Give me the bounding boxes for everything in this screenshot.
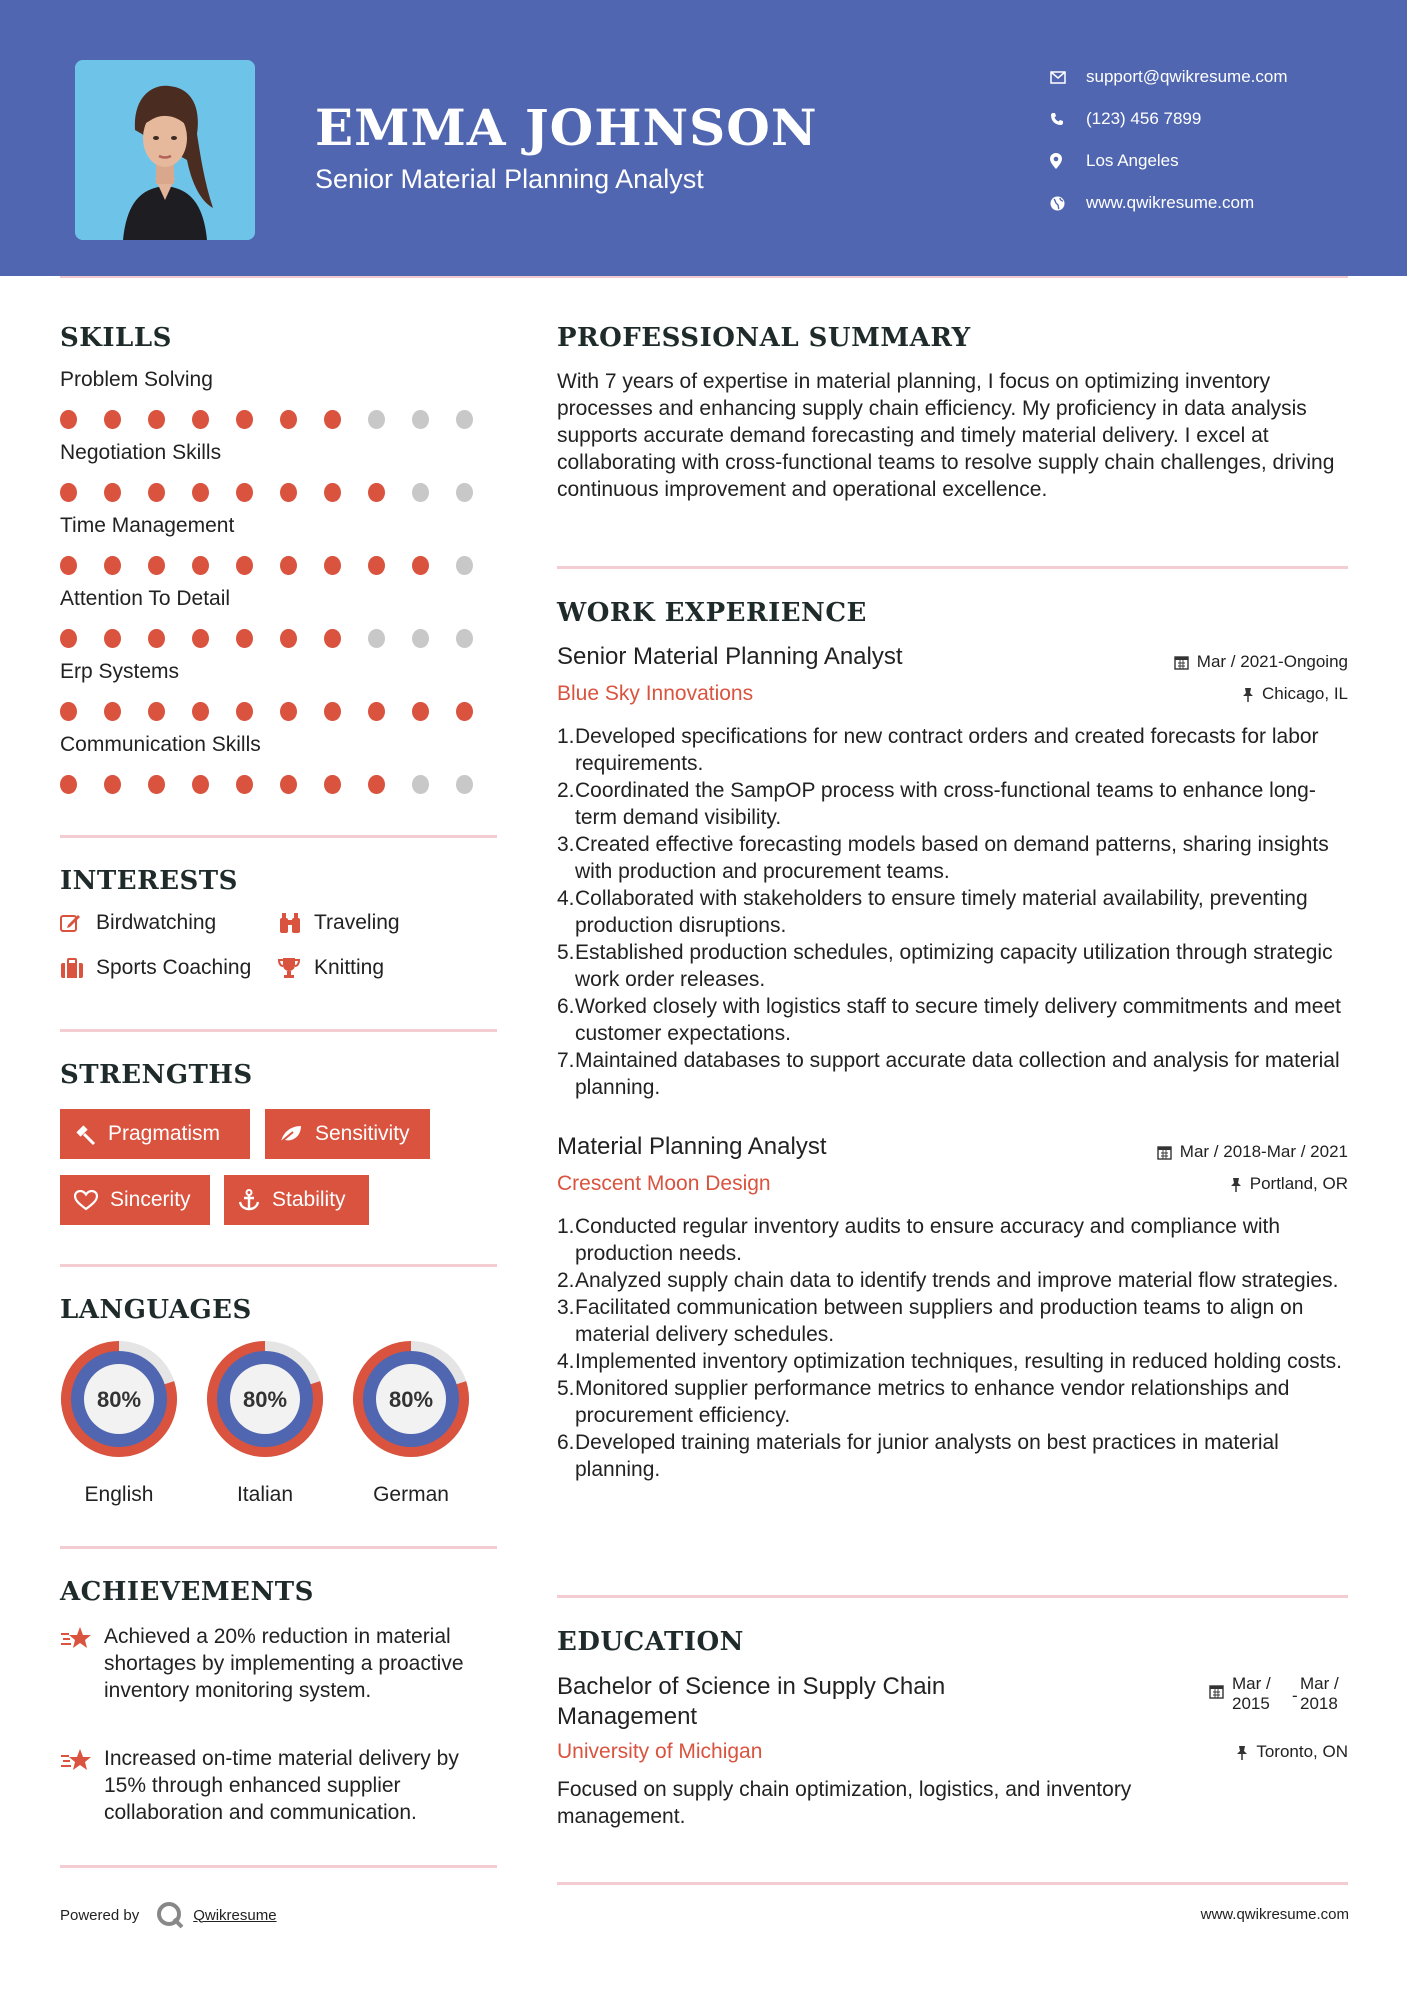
pushpin-icon: [1230, 1177, 1242, 1192]
skill-dot-filled: [236, 483, 253, 502]
achievement-text: Achieved a 20% reduction in material shortages by implementing a proactive inventory monitoring system.: [104, 1625, 464, 1702]
language-item: [204, 1338, 326, 1507]
skill-dot-filled: [104, 775, 121, 794]
bullet-text: Worked closely with logistics staff to secure timely delivery commitments and meet customer expectations.: [575, 995, 1341, 1045]
job-bullet: [557, 723, 1357, 777]
contact-location-text: Los Angeles: [1086, 151, 1179, 170]
bullet-text: Collaborated with stakeholders to ensure timely material availability, preventing production disruptions.: [575, 887, 1308, 937]
education-dates: [1209, 1674, 1348, 1714]
skill-rating: [60, 702, 500, 721]
strength-label: Sensitivity: [315, 1122, 410, 1145]
education-heading: EDUCATION: [557, 1627, 744, 1657]
bullet-number: 6.: [557, 1431, 575, 1454]
skill-dot-empty: [456, 410, 473, 429]
star-badge-icon: [60, 1745, 104, 1826]
contact-phone[interactable]: [1050, 98, 1390, 140]
calendar-icon: [1157, 1145, 1172, 1160]
company-name: Blue Sky Innovations: [557, 682, 754, 705]
skill-dot-filled: [192, 702, 209, 721]
skill-rating: [60, 410, 500, 429]
skill-dot-filled: [236, 556, 253, 575]
qwikresume-link[interactable]: Qwikresume: [193, 1906, 277, 1924]
job-title: Material Planning Analyst: [557, 1133, 827, 1160]
job-bullet: [557, 885, 1357, 939]
summary-heading: PROFESSIONAL SUMMARY: [557, 323, 971, 353]
degree-line: Bachelor of Science in Supply Chain: [557, 1673, 946, 1700]
skill-dot-empty: [456, 556, 473, 575]
language-percent: 80%: [388, 1387, 434, 1412]
skill-dot-filled: [324, 629, 341, 648]
candidate-title: Senior Material Planning Analyst: [315, 164, 704, 194]
education-description: Focused on supply chain optimization, logistics, and inventory management.: [557, 1778, 1132, 1828]
binoculars-icon: [278, 912, 314, 934]
star-badge-icon: [60, 1623, 104, 1704]
bullet-text: Established production schedules, optimizing capacity utilization through strategic work order releases.: [575, 941, 1333, 991]
bullet-number: 5.: [557, 941, 575, 964]
header-divider: [60, 276, 1348, 278]
skill-name: Communication Skills: [60, 733, 261, 756]
profile-photo: [75, 60, 255, 240]
skill-dot-filled: [192, 775, 209, 794]
job-bullet: [557, 1267, 1357, 1294]
strengths-heading: STRENGTHS: [60, 1060, 253, 1090]
bullet-number: 7.: [557, 1049, 575, 1072]
skill-dot-filled: [236, 775, 253, 794]
interest-label: Birdwatching: [96, 911, 217, 934]
skill-dot-filled: [236, 410, 253, 429]
skills-heading: SKILLS: [60, 323, 172, 353]
contact-location: [1050, 140, 1390, 182]
resume-header: [0, 0, 1407, 276]
skill-name: Negotiation Skills: [60, 441, 222, 464]
job-title: Senior Material Planning Analyst: [557, 643, 903, 670]
skill-dot-filled: [60, 410, 77, 429]
skill-dot-filled: [192, 556, 209, 575]
job-bullet: [557, 1348, 1357, 1375]
contact-email[interactable]: [1050, 56, 1390, 98]
skill-dot-filled: [148, 556, 165, 575]
skill-dot-filled: [324, 410, 341, 429]
bullet-text: Monitored supplier performance metrics to enhance vendor relationships and procurement efficiency.: [575, 1377, 1290, 1427]
education-location: [1236, 1742, 1348, 1762]
strength-label: Stability: [272, 1188, 346, 1211]
job-location: [1230, 1174, 1348, 1194]
summary-text: With 7 years of expertise in material planning, I focus on optimizing inventory processes and enhancing supply chain efficiency. My proficiency in data analysis supports accurate demand forecasting and timely material delivery. I excel at collaborating with cross-functional teams to resolve supply chain challenges, driving continuous improvement and operational excellence.: [557, 370, 1335, 501]
skill-dot-filled: [148, 775, 165, 794]
education-start: [1232, 1674, 1292, 1714]
skill-dot-filled: [104, 556, 121, 575]
bullet-text: Developed training materials for junior analysts on best practices in material planning.: [575, 1431, 1279, 1481]
language-ring: [204, 1338, 326, 1460]
language-percent: 80%: [96, 1387, 142, 1412]
skill-dot-filled: [324, 702, 341, 721]
job-bullet: [557, 1294, 1357, 1348]
skill-dot-filled: [368, 775, 385, 794]
skill-item: [60, 660, 500, 721]
languages-heading: LANGUAGES: [60, 1295, 252, 1325]
language-name: Italian: [236, 1483, 294, 1506]
skill-dot-filled: [192, 483, 209, 502]
education-location-text: Toronto, ON: [1256, 1742, 1348, 1761]
skill-dot-empty: [456, 629, 473, 648]
skill-dot-filled: [104, 483, 121, 502]
skill-name: Erp Systems: [60, 660, 180, 683]
bullet-text: Created effective forecasting models based on demand patterns, sharing insights with production and procurement teams.: [575, 833, 1329, 883]
school-name: University of Michigan: [557, 1740, 763, 1763]
skill-item: [60, 441, 500, 502]
interest-item: [278, 956, 384, 980]
section-divider: [557, 1882, 1348, 1885]
section-divider: [60, 1029, 497, 1032]
skill-dot-filled: [60, 775, 77, 794]
language-name: German: [373, 1483, 449, 1506]
skill-dot-filled: [412, 556, 429, 575]
contact-phone-text: (123) 456 7899: [1086, 109, 1202, 128]
skill-item: [60, 368, 500, 429]
skill-dot-filled: [192, 629, 209, 648]
bullet-number: 2.: [557, 1269, 575, 1292]
language-name: English: [84, 1483, 154, 1506]
skill-dot-filled: [368, 483, 385, 502]
contact-email-text: support@qwikresume.com: [1086, 67, 1288, 86]
education-start-year: 2015: [1232, 1694, 1270, 1713]
gavel-icon: [74, 1123, 96, 1145]
skill-dot-filled: [280, 483, 297, 502]
bullet-number: 3.: [557, 1296, 575, 1319]
footer-powered-by: [60, 1900, 277, 1930]
bullet-number: 3.: [557, 833, 575, 856]
job-bullet: [557, 993, 1357, 1047]
qwikresume-logo-icon: [155, 1900, 185, 1930]
skill-dot-filled: [368, 702, 385, 721]
section-divider: [557, 1595, 1348, 1598]
strength-tag: [60, 1109, 250, 1159]
experience-heading: WORK EXPERIENCE: [557, 598, 867, 628]
skill-dot-filled: [324, 483, 341, 502]
company-name: Crescent Moon Design: [557, 1172, 771, 1195]
interest-label: Traveling: [314, 911, 400, 934]
skill-name: Attention To Detail: [60, 587, 231, 610]
interest-label: Knitting: [314, 956, 385, 979]
job-dates: [1174, 652, 1348, 672]
language-ring: [350, 1338, 472, 1460]
skill-dot-filled: [104, 702, 121, 721]
person-photo-icon: [75, 60, 255, 240]
strength-tag: [224, 1175, 369, 1225]
bullet-text: Conducted regular inventory audits to ensure accuracy and compliance with production needs.: [575, 1215, 1281, 1265]
achievements-heading: ACHIEVEMENTS: [60, 1577, 314, 1607]
education-start-month: Mar /: [1232, 1674, 1271, 1693]
skill-dot-filled: [192, 410, 209, 429]
skill-dot-filled: [148, 702, 165, 721]
anchor-icon: [238, 1189, 260, 1211]
strength-label: Pragmatism: [108, 1122, 221, 1145]
language-ring: [58, 1338, 180, 1460]
bullet-number: 4.: [557, 1350, 575, 1373]
skill-dot-filled: [148, 629, 165, 648]
job-location: [1242, 684, 1348, 704]
pushpin-icon: [1236, 1745, 1248, 1760]
leaf-icon: [279, 1124, 303, 1144]
skill-dot-filled: [412, 702, 429, 721]
skill-dot-empty: [456, 483, 473, 502]
job-bullet: [557, 1047, 1357, 1101]
job-bullet: [557, 777, 1357, 831]
degree-title: [557, 1672, 945, 1732]
bullet-text: Coordinated the SampOP process with cross-functional teams to enhance long-term demand visibility.: [575, 779, 1316, 829]
skill-name: Time Management: [60, 514, 235, 537]
achievement-item: [60, 1623, 500, 1704]
skill-rating: [60, 775, 500, 794]
skill-dot-filled: [236, 629, 253, 648]
briefcase-icon: [60, 958, 96, 978]
pencil-icon: [60, 913, 96, 933]
bullet-text: Implemented inventory optimization techniques, resulting in reduced holding costs.: [575, 1350, 1342, 1373]
skill-dot-empty: [412, 775, 429, 794]
skill-dot-filled: [368, 556, 385, 575]
skill-name: Problem Solving: [60, 368, 213, 391]
interest-item: [278, 911, 400, 935]
interest-item: [60, 911, 216, 935]
skill-dot-filled: [324, 556, 341, 575]
skill-dot-filled: [104, 410, 121, 429]
bullet-number: 5.: [557, 1377, 575, 1400]
skill-item: [60, 733, 500, 794]
skill-dot-empty: [412, 483, 429, 502]
skill-dot-filled: [236, 702, 253, 721]
job-bullet: [557, 1429, 1357, 1483]
interests-heading: INTERESTS: [60, 866, 238, 896]
education-date-separator: -: [1292, 1686, 1298, 1705]
skill-dot-empty: [368, 410, 385, 429]
skill-item: [60, 587, 500, 648]
skill-dot-filled: [60, 702, 77, 721]
skill-dot-filled: [104, 629, 121, 648]
skill-rating: [60, 483, 500, 502]
bullet-number: 4.: [557, 887, 575, 910]
section-divider: [60, 1546, 497, 1549]
skill-dot-filled: [60, 556, 77, 575]
job-bullet: [557, 1213, 1357, 1267]
bullet-text: Developed specifications for new contract orders and created forecasts for labor requirements.: [575, 725, 1319, 775]
skill-rating: [60, 629, 500, 648]
education-end: [1300, 1674, 1348, 1714]
degree-line: Management: [557, 1703, 698, 1730]
job-bullet: [557, 939, 1357, 993]
section-divider: [557, 566, 1348, 569]
skill-dot-empty: [412, 410, 429, 429]
job-dates-text: Mar / 2021-Ongoing: [1196, 652, 1348, 671]
skill-dot-filled: [456, 702, 473, 721]
language-item: [350, 1338, 472, 1507]
achievement-item: [60, 1745, 500, 1826]
skill-dot-filled: [280, 556, 297, 575]
job-bullet: [557, 831, 1357, 885]
powered-by-text: Powered by: [60, 1906, 140, 1924]
section-divider: [60, 1865, 497, 1868]
skill-dot-filled: [280, 775, 297, 794]
heart-icon: [74, 1190, 98, 1211]
bullet-text: Maintained databases to support accurate data collection and analysis for material planning.: [575, 1049, 1340, 1099]
job-bullets: [557, 1213, 1357, 1483]
skill-dot-filled: [324, 775, 341, 794]
bullet-number: 2.: [557, 779, 575, 802]
phone-icon: [1050, 112, 1086, 126]
language-item: [58, 1338, 180, 1507]
skill-dot-filled: [148, 410, 165, 429]
interest-item: [60, 956, 251, 980]
calendar-icon: [1209, 1684, 1224, 1699]
globe-icon: [1050, 196, 1086, 211]
job-dates-text: Mar / 2018-Mar / 2021: [1179, 1142, 1348, 1161]
section-divider: [60, 835, 497, 838]
footer-website[interactable]: www.qwikresume.com: [1200, 1906, 1349, 1923]
bullet-number: 1.: [557, 1215, 575, 1238]
job-dates: [1157, 1142, 1348, 1162]
contact-list: [1050, 56, 1390, 224]
education-end-month: Mar /: [1300, 1674, 1339, 1693]
strength-tag: [265, 1109, 430, 1159]
job-bullets: [557, 723, 1357, 1101]
job-location-text: Portland, OR: [1249, 1174, 1348, 1193]
skill-dot-empty: [412, 629, 429, 648]
strength-tag: [60, 1175, 210, 1225]
language-percent: 80%: [242, 1387, 288, 1412]
skill-dot-filled: [280, 702, 297, 721]
envelope-icon: [1050, 71, 1086, 84]
contact-website-text: www.qwikresume.com: [1086, 193, 1255, 212]
skill-item: [60, 514, 500, 575]
section-divider: [60, 1264, 497, 1267]
skill-rating: [60, 556, 500, 575]
bullet-number: 1.: [557, 725, 575, 748]
calendar-icon: [1174, 655, 1189, 670]
job-location-text: Chicago, IL: [1262, 684, 1348, 703]
bullet-number: 6.: [557, 995, 575, 1018]
interest-label: Sports Coaching: [96, 956, 252, 979]
job-bullet: [557, 1375, 1357, 1429]
skill-dot-filled: [60, 483, 77, 502]
candidate-name: EMMA JOHNSON: [315, 98, 818, 157]
skill-dot-empty: [456, 775, 473, 794]
skill-dot-empty: [368, 629, 385, 648]
trophy-icon: [278, 957, 314, 979]
bullet-text: Analyzed supply chain data to identify trends and improve material flow strategies.: [575, 1269, 1339, 1292]
strength-label: Sincerity: [110, 1188, 191, 1211]
skill-dot-filled: [60, 629, 77, 648]
skill-dot-filled: [148, 483, 165, 502]
skill-dot-filled: [280, 410, 297, 429]
pushpin-icon: [1242, 687, 1254, 702]
map-pin-icon: [1050, 153, 1086, 169]
skill-dot-filled: [280, 629, 297, 648]
achievement-text: Increased on-time material delivery by 15% through enhanced supplier collaboration and communication.: [104, 1747, 459, 1824]
education-end-year: 2018: [1300, 1694, 1338, 1713]
contact-website[interactable]: [1050, 182, 1390, 224]
bullet-text: Facilitated communication between suppliers and production teams to align on material delivery schedules.: [575, 1296, 1304, 1346]
